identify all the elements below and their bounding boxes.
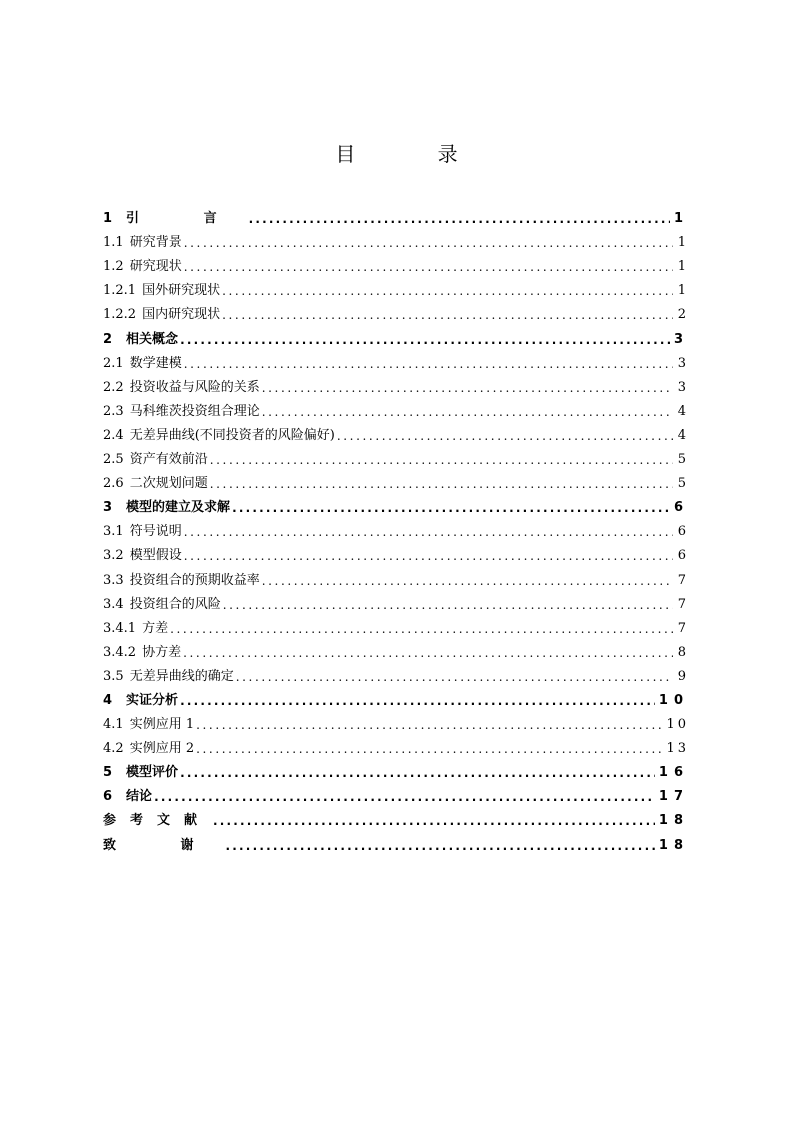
toc-entry-title: 数学建模 — [129, 355, 182, 371]
toc-dot-leader — [154, 788, 655, 806]
toc-entry[interactable] — [103, 493, 689, 517]
toc-dot-leader — [223, 596, 673, 614]
toc-entry[interactable] — [103, 517, 689, 541]
toc-entry-title: 无差异曲线(不同投资者的风险偏好) — [129, 427, 335, 443]
toc-dot-leader — [213, 812, 655, 830]
toc-entry-title: 参考文献 — [103, 813, 212, 829]
toc-entry-title: 国外研究现状 — [142, 283, 221, 299]
toc-entry-page-number: 3 — [677, 379, 689, 395]
toc-entry-number: 2.6 — [103, 476, 124, 492]
toc-entry-label — [103, 306, 222, 324]
toc-entry[interactable] — [103, 782, 689, 806]
toc-entry-title: 无差异曲线的确定 — [129, 668, 234, 684]
toc-entry-number: 3.4.1 — [103, 620, 137, 636]
toc-entry-label — [103, 282, 222, 300]
toc-entry-page-number: 1 — [673, 211, 689, 227]
toc-entry[interactable] — [103, 397, 689, 421]
toc-entry-label — [103, 258, 184, 276]
toc-entry-title: 相关概念 — [126, 331, 179, 347]
toc-entry-title: 马科维茨投资组合理论 — [129, 403, 260, 419]
toc-entry-number: 3.3 — [103, 572, 124, 588]
toc-entry-page-number: 3 — [677, 355, 689, 371]
toc-dot-leader — [180, 692, 655, 710]
toc-entry-title: 模型的建立及求解 — [126, 500, 231, 516]
toc-dot-leader — [180, 764, 655, 782]
toc-entry-number: 3.4.2 — [103, 644, 137, 660]
toc-entry-title: 符号说明 — [129, 524, 182, 540]
toc-entry-number: 6 — [103, 789, 113, 805]
toc-dot-leader — [170, 620, 673, 638]
toc-entry[interactable] — [103, 830, 689, 854]
toc-entry-page-number: 1 — [677, 283, 689, 299]
toc-entry-label — [103, 596, 223, 614]
toc-entry-number: 4 — [103, 692, 113, 708]
toc-entry-label — [103, 812, 213, 830]
toc-entry-page-number: 7 — [677, 620, 689, 636]
toc-entry-label — [103, 523, 184, 541]
toc-entry-title: 模型假设 — [129, 548, 182, 564]
toc-entry-title: 研究背景 — [129, 235, 182, 251]
toc-entry-label — [103, 499, 232, 517]
toc-dot-leader — [184, 547, 673, 565]
toc-entry-label — [103, 451, 210, 469]
toc-entry[interactable] — [103, 638, 689, 662]
toc-entry-number: 1.2.1 — [103, 283, 137, 299]
toc-entry-number: 2.4 — [103, 427, 124, 443]
toc-entry-page-number: 5 — [677, 476, 689, 492]
toc-entry[interactable] — [103, 421, 689, 445]
toc-entry-page-number: 18 — [658, 837, 689, 853]
toc-entry-page-number: 9 — [677, 668, 689, 684]
toc-entry-number: 1 — [103, 211, 113, 227]
toc-entry-label — [103, 403, 262, 421]
toc-entry-number: 1.2 — [103, 259, 124, 275]
page-title: 目 录 — [335, 142, 496, 166]
toc-entry-title: 实例应用 2 — [129, 741, 195, 757]
toc-dot-leader — [196, 740, 662, 758]
toc-entry-label — [103, 234, 184, 252]
toc-entry[interactable] — [103, 324, 689, 348]
toc-entry-page-number: 1 — [677, 235, 689, 251]
toc-entry[interactable] — [103, 614, 689, 638]
toc-entry-title: 实例应用 1 — [129, 717, 195, 733]
toc-dot-leader — [180, 331, 670, 349]
toc-entry[interactable] — [103, 228, 689, 252]
toc-entry-number: 3 — [103, 500, 113, 516]
toc-entry-page-number: 16 — [658, 765, 689, 781]
toc-entry-page-number: 5 — [677, 452, 689, 468]
toc-entry-title: 致 谢 — [103, 837, 224, 853]
toc-entry-label — [103, 668, 236, 686]
toc-entry-label — [103, 427, 337, 445]
toc-entry[interactable] — [103, 252, 689, 276]
toc-entry-number: 2 — [103, 331, 113, 347]
toc-entry-number: 3.4 — [103, 596, 124, 612]
toc-entry-label — [103, 355, 184, 373]
toc-dot-leader — [184, 234, 673, 252]
toc-entry-label — [103, 644, 183, 662]
toc-entry-page-number: 7 — [677, 572, 689, 588]
toc-dot-leader — [262, 572, 673, 590]
toc-entry-number: 4.2 — [103, 741, 124, 757]
toc-entry[interactable] — [103, 373, 689, 397]
toc-entry-title: 二次规划问题 — [129, 476, 208, 492]
toc-entry[interactable] — [103, 662, 689, 686]
toc-entry-title: 方差 — [142, 620, 169, 636]
toc-dot-leader — [262, 403, 673, 421]
toc-entry-number: 4.1 — [103, 717, 124, 733]
toc-entry[interactable] — [103, 686, 689, 710]
toc-entry-number: 2.3 — [103, 403, 124, 419]
toc-entry-label — [103, 692, 180, 710]
toc-dot-leader — [236, 668, 673, 686]
toc-entry-title: 实证分析 — [126, 692, 179, 708]
toc-entry[interactable] — [103, 710, 689, 734]
toc-entry-page-number: 17 — [658, 789, 689, 805]
toc-entry-title: 结论 — [126, 789, 153, 805]
toc-entry-title: 引 言 — [126, 211, 247, 227]
toc-entry-page-number: 2 — [677, 307, 689, 323]
toc-entry-page-number: 4 — [677, 427, 689, 443]
toc-dot-leader — [232, 499, 670, 517]
toc-entry-page-number: 6 — [677, 548, 689, 564]
toc-entry-number: 5 — [103, 765, 113, 781]
toc-entry-label — [103, 475, 210, 493]
toc-entry-number: 1.1 — [103, 235, 124, 251]
toc-entry-title: 投资组合的预期收益率 — [129, 572, 260, 588]
toc-entry[interactable] — [103, 806, 689, 830]
toc-entry-label — [103, 547, 184, 565]
toc-entry-title: 模型评价 — [126, 765, 179, 781]
toc-entry[interactable] — [103, 758, 689, 782]
toc-entry-label — [103, 331, 180, 349]
toc-dot-leader — [196, 716, 662, 734]
toc-entry-page-number: 13 — [666, 741, 689, 757]
toc-dot-leader — [210, 451, 673, 469]
toc-dot-leader — [249, 210, 670, 228]
toc-dot-leader — [184, 258, 673, 276]
toc-entry[interactable] — [103, 590, 689, 614]
table-of-contents — [103, 204, 689, 855]
toc-entry-page-number: 1 — [677, 259, 689, 275]
toc-entry-number: 2.1 — [103, 355, 124, 371]
toc-entry[interactable] — [103, 276, 689, 300]
toc-dot-leader — [226, 837, 655, 855]
toc-entry-title: 投资组合的风险 — [129, 596, 221, 612]
toc-dot-leader — [210, 475, 673, 493]
toc-entry-page-number: 3 — [673, 331, 689, 347]
toc-dot-leader — [184, 523, 673, 541]
toc-entry-label — [103, 788, 154, 806]
toc-entry-label — [103, 716, 196, 734]
toc-entry-number: 1.2.2 — [103, 307, 137, 323]
toc-entry-title: 协方差 — [142, 644, 182, 660]
toc-entry[interactable] — [103, 445, 689, 469]
toc-entry-title: 资产有效前沿 — [129, 452, 208, 468]
toc-entry[interactable] — [103, 349, 689, 373]
toc-entry-title: 研究现状 — [129, 259, 182, 275]
toc-entry[interactable] — [103, 300, 689, 324]
toc-entry-label — [103, 379, 262, 397]
toc-entry-page-number: 6 — [673, 500, 689, 516]
toc-entry-label — [103, 740, 196, 758]
toc-entry[interactable] — [103, 469, 689, 493]
toc-entry-label — [103, 620, 170, 638]
toc-entry-label — [103, 210, 249, 228]
toc-entry-page-number: 7 — [677, 596, 689, 612]
toc-entry-label — [103, 572, 262, 590]
toc-entry-title: 投资收益与风险的关系 — [129, 379, 260, 395]
toc-entry-page-number: 10 — [666, 717, 689, 733]
toc-dot-leader — [337, 427, 673, 445]
toc-entry-number: 3.2 — [103, 548, 124, 564]
toc-entry[interactable] — [103, 204, 689, 228]
toc-entry-page-number: 10 — [658, 692, 689, 708]
toc-entry-page-number: 18 — [658, 813, 689, 829]
toc-entry-page-number: 4 — [677, 403, 689, 419]
toc-entry[interactable] — [103, 541, 689, 565]
toc-entry-page-number: 8 — [677, 644, 689, 660]
toc-entry-page-number: 6 — [677, 524, 689, 540]
toc-entry-label — [103, 837, 226, 855]
toc-dot-leader — [222, 306, 673, 324]
toc-dot-leader — [183, 644, 673, 662]
toc-entry-number: 3.5 — [103, 668, 124, 684]
toc-dot-leader — [262, 379, 673, 397]
toc-entry-title: 国内研究现状 — [142, 307, 221, 323]
toc-entry[interactable] — [103, 565, 689, 589]
toc-entry-number: 2.2 — [103, 379, 124, 395]
toc-dot-leader — [222, 282, 673, 300]
toc-entry-label — [103, 764, 180, 782]
toc-dot-leader — [184, 355, 673, 373]
toc-entry-number: 2.5 — [103, 452, 124, 468]
toc-entry-number: 3.1 — [103, 524, 124, 540]
toc-entry[interactable] — [103, 734, 689, 758]
